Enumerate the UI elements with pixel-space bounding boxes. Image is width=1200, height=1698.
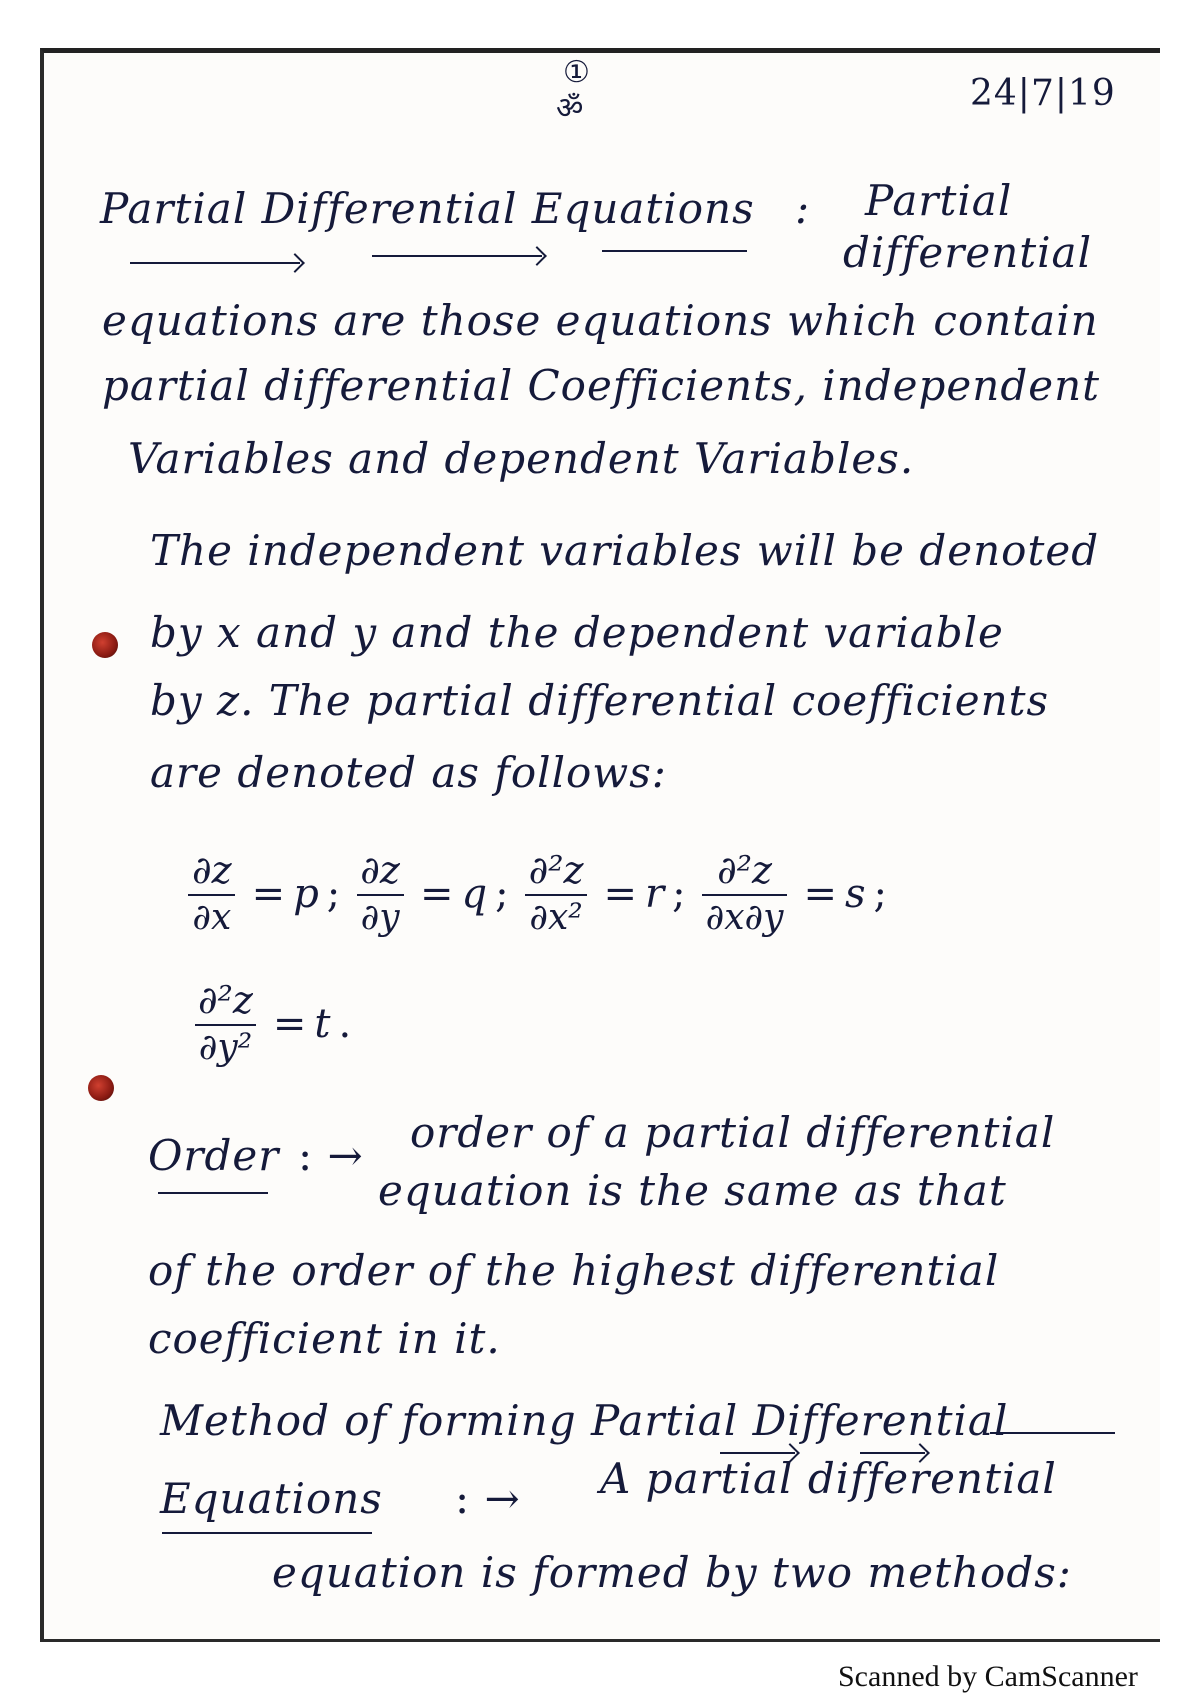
denominator: ∂x∂y: [702, 894, 788, 938]
date: 24|7|19: [970, 73, 1116, 114]
underline-equations: [602, 250, 747, 252]
method-line-3: A partial differential: [600, 1454, 1057, 1503]
method-line-1: Method of forming Partial Differential: [160, 1396, 1009, 1445]
order-line-4: coefficient in it.: [148, 1314, 501, 1363]
full-stop: .: [338, 1000, 352, 1047]
symbol-p: p: [293, 870, 319, 917]
definition-line-5: Variables and dependent Variables.: [128, 434, 915, 483]
method-line-4: equation is formed by two methods:: [272, 1548, 1072, 1597]
symbol-q: q: [461, 870, 488, 917]
underline-differential-2: [990, 1432, 1115, 1434]
order-heading-arrow: : →: [298, 1131, 364, 1180]
heading-colon: :: [795, 184, 811, 233]
fraction-d2z-dxdy: [702, 850, 788, 937]
underline-equations-2: [162, 1532, 372, 1534]
fraction-d2z-dy2: [194, 980, 257, 1067]
definition-line-1: Partial: [865, 176, 1013, 225]
denominator: ∂y²: [195, 1024, 256, 1068]
definition-line-4: partial differential Coefficients, independent: [102, 361, 1100, 410]
notation-line-2: by x and y and the dependent variable: [150, 608, 1004, 657]
equals-sign: =: [419, 870, 454, 917]
denominator: ∂y: [357, 894, 404, 938]
om-mark: ॐ: [556, 91, 584, 126]
symbol-t: t: [314, 1000, 331, 1047]
fraction-dz-dx: [188, 850, 236, 937]
symbol-s: s: [844, 870, 866, 917]
symbol-r: r: [644, 870, 665, 917]
notation-line-4: are denoted as follows:: [150, 748, 667, 797]
notation-line-1: The independent variables will be denoted: [150, 526, 1100, 575]
separator: ;: [326, 870, 341, 917]
underline-arrow-differential: [372, 255, 542, 257]
order-line-2: equation is the same as that: [378, 1166, 1007, 1215]
order-line-3: of the order of the highest differential: [148, 1246, 1000, 1295]
numerator: ∂²z: [198, 978, 253, 1022]
method-line-2: Equations: [160, 1474, 383, 1523]
order-line-1: order of a partial differential: [410, 1108, 1056, 1157]
equation-row-2: [186, 980, 359, 1067]
bullet-marker-2: [88, 1075, 114, 1101]
scanner-credit: Scanned by CamScanner: [838, 1660, 1138, 1693]
method-arrow: : →: [455, 1474, 521, 1523]
numerator: ∂z: [192, 848, 232, 892]
numerator: ∂²z: [717, 848, 772, 892]
separator: ;: [495, 870, 509, 917]
equals-sign: =: [272, 1000, 307, 1047]
fraction-d2z-dx2: [525, 850, 588, 937]
denominator: ∂x: [188, 894, 235, 938]
page-number: ①: [563, 55, 590, 90]
fraction-dz-dy: [356, 850, 404, 937]
equals-sign: =: [803, 870, 837, 917]
underline-arrow-partial: [130, 262, 300, 264]
numerator: ∂z: [360, 848, 400, 892]
equals-sign: =: [603, 870, 637, 917]
heading-partial-differential-equations: Partial Differential Equations: [100, 184, 755, 233]
separator: ;: [873, 870, 887, 917]
separator: ;: [672, 870, 686, 917]
numerator: ∂²z: [528, 848, 584, 892]
bullet-marker-1: [92, 632, 118, 658]
equals-sign: =: [251, 870, 286, 917]
definition-line-2: differential: [843, 228, 1093, 277]
notation-line-3: by z. The partial differential coefficients: [150, 676, 1050, 725]
equation-row-1: [180, 850, 895, 937]
order-heading: Order: [148, 1131, 280, 1180]
underline-order: [158, 1192, 268, 1194]
denominator: ∂x²: [525, 894, 586, 938]
definition-line-3: equations are those equations which contain: [102, 296, 1099, 345]
